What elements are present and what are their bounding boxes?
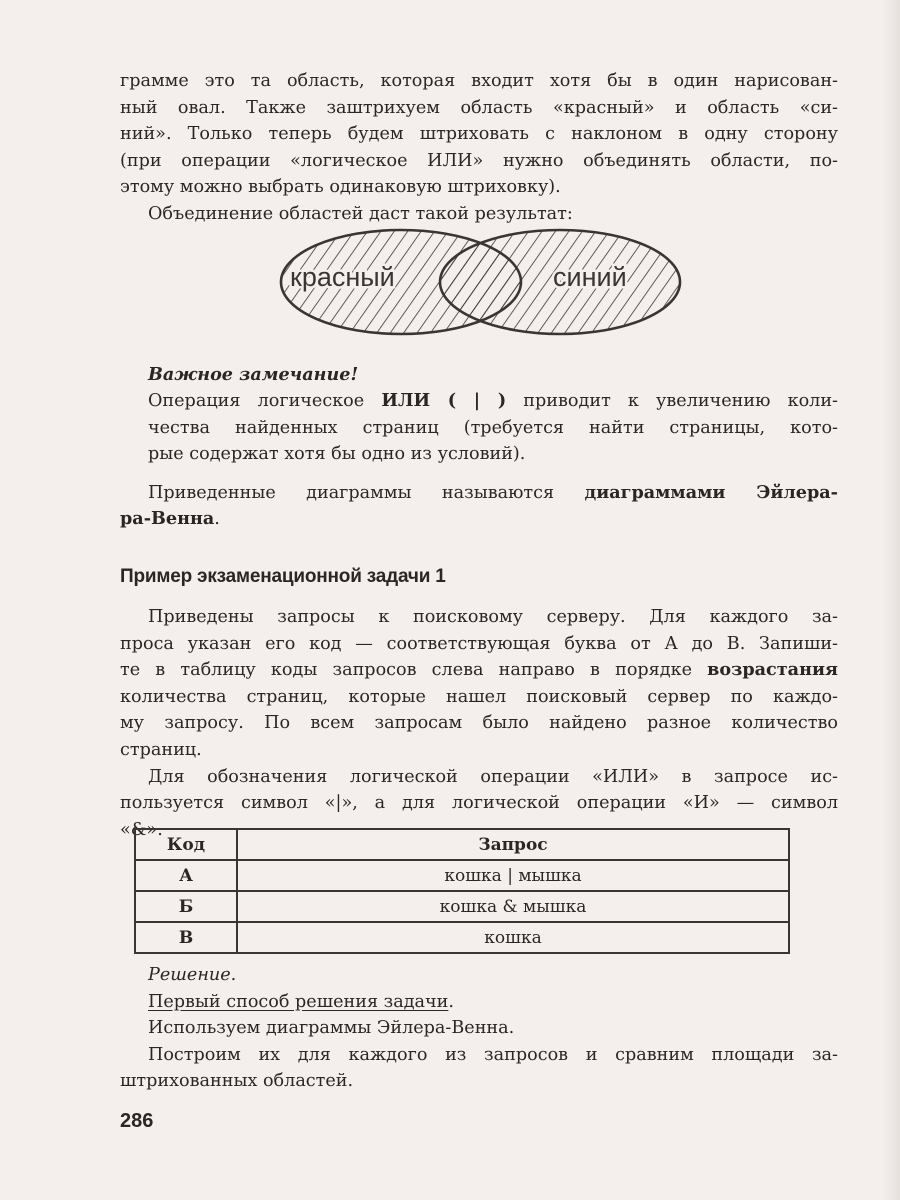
venn-diagram: [278, 224, 698, 354]
task-line: Приведены запросы к поисковому серверу. Для каждого за-: [148, 607, 838, 627]
row-query: кошка: [237, 922, 789, 953]
task-line: пользуется символ «|», а для логической операции «И» — символ: [120, 793, 838, 814]
task-line: «&».: [120, 819, 163, 840]
note-line: Операция логическое ИЛИ ( | ) приводит к увеличению коли-: [148, 390, 839, 412]
note-title: Важное замечание!: [148, 364, 359, 385]
task-line: страниц.: [120, 739, 202, 760]
or-operator: ИЛИ ( | ): [381, 390, 507, 412]
term-euler-venn: диаграммами Эйлера-: [584, 482, 838, 503]
row-query: кошка & мышка: [237, 891, 789, 922]
solution-line: Используем диаграммы Эйлера-Венна.: [148, 1018, 515, 1039]
table-header-row: [135, 829, 789, 860]
task-line: проса указан его код — соответствующая буква от А до В. Запиши-: [120, 633, 838, 654]
result-lead-in: Объединение областей даст такой результат:: [148, 203, 573, 224]
task-line: му запросу. По всем запросам было найдено разное количество: [120, 713, 838, 734]
query-table: [134, 828, 790, 954]
table-row: [135, 922, 789, 953]
table-row: [135, 860, 789, 891]
page-number: 286: [120, 1110, 154, 1132]
definition-line: Приведенные диаграммы называются диаграммами Эйлера-: [148, 482, 838, 503]
task-line: Для обозначения логической операции «ИЛИ» в запросе ис-: [148, 766, 838, 787]
row-code: В: [135, 922, 237, 953]
venn-label-red: красный: [290, 262, 395, 292]
column-header-query: Запрос: [237, 829, 789, 860]
note-line: чества найденных страниц (требуется найти страницы, кото-: [148, 417, 838, 438]
venn-label-blue: синий: [553, 262, 627, 292]
solution-line: штрихованных областей.: [120, 1071, 354, 1092]
method-heading: Первый способ решения задачи: [148, 991, 449, 1012]
section-heading: Пример экзаменационной задачи 1: [120, 566, 446, 587]
task-line: те в таблицу коды запросов слева направо в порядке возрастания: [120, 659, 838, 681]
solution-title: Решение.: [148, 965, 237, 985]
task-line: количества страниц, которые нашел поисковый сервер по каждо-: [120, 686, 838, 707]
note-line: рые содержат хотя бы одно из условий).: [148, 444, 526, 465]
definition-line: ра-Венна.: [120, 508, 220, 530]
solution-section: [120, 962, 838, 1095]
intro-line: грамме это та область, которая входит хотя бы в один нарисован-: [120, 71, 838, 91]
row-code: А: [135, 860, 237, 891]
keyword-ascending: возрастания: [707, 659, 838, 681]
intro-line: этому можно выбрать одинаковую штриховку).: [120, 177, 561, 198]
intro-line: (при операции «логическое ИЛИ» нужно объединять области, по-: [120, 150, 838, 171]
solution-line: Построим их для каждого из запросов и сравним площади за-: [148, 1044, 838, 1065]
table-row: [135, 891, 789, 922]
intro-line: ний». Только теперь будем штриховать с наклоном в одну сторону: [120, 124, 838, 145]
column-header-code: Код: [135, 829, 237, 860]
page-edge-shadow: [882, 0, 900, 1200]
task-paragraph: [120, 604, 838, 843]
intro-line: ный овал. Также заштрихуем область «красный» и область «си-: [120, 97, 838, 118]
definition-paragraph: [120, 480, 838, 533]
solution-method: Первый способ решения задачи.: [148, 991, 454, 1012]
row-query: кошка | мышка: [237, 860, 789, 891]
important-note: [120, 362, 838, 468]
intro-paragraph: [120, 68, 838, 228]
row-code: Б: [135, 891, 237, 922]
